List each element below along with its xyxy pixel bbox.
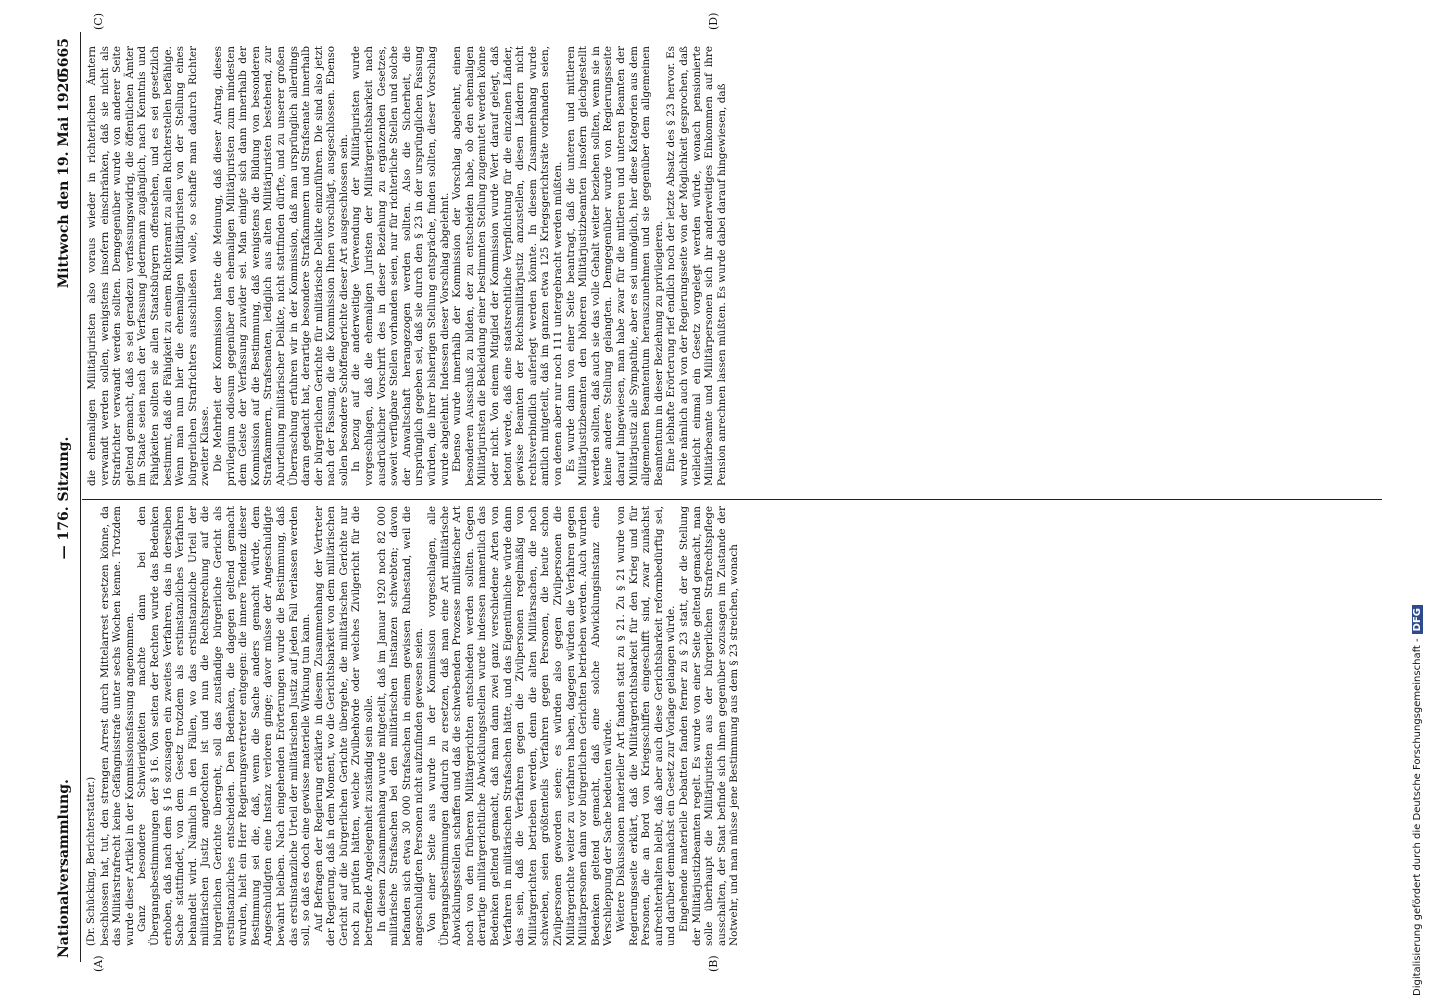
- paragraph: Es wurde dann von einer Seite beantragt, daß die unteren und mittleren Militärjustizbeamten den höheren Militärjustizbeamten insofern gleichgestellt werden sollten, daß auch sie das volle Gehalt weiter beziehen sollten, wenn sie in keine andere Stellung gelangten. Demgegenüber wurde von Regierungsseite darauf hingewiesen, man habe zwar für die mittleren und unteren Beamten der Militärjustiz alle Sympathie, aber es sei unmöglich, hier diese Kategorien aus dem allgemeinen Beamtentum herauszunehmen und sie gegenüber dem allgemeinen Beamtentum in dieser Beziehung zu privilegieren.: [564, 46, 665, 486]
- paragraph: Ganz besondere Schwierigkeiten machte dann bei den Übergangsbestimmungen der § 16. Von seiten der Rechten wurde das Bedenken erhoben, daß nach dem § 16 sozusagen ein zweites Verfahren, das in derselben Sache stattfindet, von dem Gesetz trotzdem als erstinstanzliches Verfahren behandelt wird. Nämlich in den Fällen, wo das erstinstanzliche Urteil der militärischen Justiz angefochten ist und nun die Rechtsprechung auf die bürgerlichen Gerichte übergeht, soll das zuständige bürgerliche Gericht als erstinstanzliches entscheiden. Den Bedenken, die dagegen geltend gemacht wurden, hielt ein Herr Regierungsvertreter entgegen: die innere Tendenz dieser Bestimmung sei die, daß, wenn die Sache anders gemacht würde, dem Angeschuldigten eine Instanz verloren ginge; davor müsse der Angeschuldigte bewahrt bleiben. Nach eingehenden Erörterungen wurde die Bestimmung, daß das erstinstanzliche Urteil der militärischen Justiz auf jeden Fall verlassen werden soll, so daß es doch eine gewisse materielle Wirkung tun kann.: [136, 506, 313, 946]
- left-column: [86, 506, 1376, 946]
- paragraph: die ehemaligen Militärjuristen also voraus wieder in richterlichen Ämtern verwandt werden sollen, wenigstens insofern einschränken, daß sie nicht als Strafrichter verwandt werden sollten. Demgegenüber wurde von anderer Seite geltend gemacht, daß es sei geradezu verfassungswidrig, die öffentlichen Ämter im Staate seien nach der Verfassung jedermann zugänglich, nach Kenntnis und Fähigkeiten sollten sie allen Staatsbürgern offenstehen, und es sei gesetzlich bestimmt, daß die Fähigkeit zu einem Richteramt zu allen Richterstellen befähige. Wenn man nun hier die ehemaligen Militärjuristen von der Stellung eines bürgerlichen Strafrichters ausschließen wolle, so schaffe man dadurch Richter zweiter Klasse.: [86, 46, 212, 486]
- running-header: [56, 38, 80, 958]
- margin-mark-d: (D): [707, 12, 720, 30]
- paragraph: In diesem Zusammenhang wurde mitgeteilt, daß im Januar 1920 noch 82 000 militärische Strafsachen bei den militärischen Instanzen schwebten; davon befanden sich etwa 30 000 Strafsachen in einem gewissen Ruhestand, weil die angeschuldigten Personen nicht aufzufinden gewesen seien.: [375, 506, 426, 946]
- paragraph: Eine lebhafte Erörterung rief endlich noch der letzte Absatz des § 23 hervor. Es wurde nämlich auch von der Regierungsseite von der Möglichkeit gesprochen, daß vielleicht einmal ein Gesetz vorgelegt werden würde, wonach pensionierte Militärbeamte und Militärpersonen sich ihr anderweitiges Einkommen auf ihre Pension anrechnen lassen müßten. Es wurde dabei darauf hingewiesen, daß: [665, 46, 728, 486]
- paragraph: Von einer Seite aus wurde in der Kommission vorgeschlagen, alle Übergangsbestimmungen dadurch zu ersetzen, daß man eine Art militärische Abwicklungsstellen schaffen und daß die schwebenden Prozesse militärischer Art noch von den früheren Militärgerichten entschieden werden sollten. Gegen derartige militärgerichtliche Abwicklungsstellen wurde indessen namentlich das Bedenken geltend gemacht, daß man dann zwei ganz verschiedene Arten von Verfahren in militärischen Strafsachen hätte, und das Eigentümliche würde dann das sein, daß die Verfahren gegen die Zivilpersonen regelmäßig von Militärgerichten betrieben werden, denn die alten Militärsachen, die noch schweben, seien größtenteils Verfahren gegen Personen, die heute schon Zivilpersonen geworden seien; es würden also gegen Zivilpersonen die Militärgerichte weiter zu verfahren haben, dagegen würden die Verfahren gegen Militärpersonen dann vor bürgerlichen Gerichten betrieben werden. Auch wurden Bedenken geltend gemacht, daß eine solche Abwicklungsinstanz eine Verschleppung der Sache bedeuten würde.: [426, 506, 615, 946]
- header-left: Nationalversammlung.: [56, 779, 72, 958]
- margin-mark-a: (A): [92, 955, 105, 972]
- column-divider: [82, 499, 1382, 500]
- credit-text: Digitalisierung gefördert durch die Deutsche Forschungsgemeinschaft -: [1412, 638, 1423, 996]
- paragraph: Weitere Diskussionen materieller Art fanden statt zu § 21. Zu § 21 wurde von Regierungsseite erklärt, daß die Militärgerichtsbarkeit für den Krieg und für Personen, die an Bord von Kriegsschiffen eingeschifft sind, zwar zunächst aufrechterhalten bleibt, daß aber auch diese Gerichtsbarkeit reformbedürftig sei, und darüber demnächst ein Gesetz zur Vorlage gelangen würde.: [614, 506, 678, 946]
- digitization-credit: [1412, 6, 1423, 996]
- paragraph: Eingehende materielle Debatten fanden ferner zu § 23 statt, der die Stellung der Militärjustizbeamten regelt. Es wurde von einer Seite geltend gemacht, man solle überhaupt die Militärjuristen aus der bürgerlichen Strafrechtspflege ausschalten, der Staat befinde sich ihnen gegenüber sozusagen im Zustande der Notwehr, und man müsse jene Bestimmung aus dem § 23 streichen, wonach: [677, 506, 741, 946]
- paragraph: (Dr. Schücking, Berichterstatter.): [86, 776, 97, 946]
- paragraph: Ebenso wurde innerhalb der Kommission der Vorschlag abgelehnt, einen besonderen Ausschuß zu bilden, der zu entscheiden habe, ob den ehemaligen Militärjuristen die Bekleidung einer bestimmten Stellung zugemutet werden könne oder nicht. Von einem Mitglied der Kommission wurde Wert darauf gelegt, daß betont werde, daß eine staatsrechtliche Verpflichtung für die einzelnen Länder, gewisse Beamten der Reichsmilitärjustiz anzustellen, diesen Ländern nicht rechtsverbindlich auferlegt werden könnte. In diesem Zusammenhang wurde amtlich mitgeteilt, daß im ganzen etwa 125 Kriegsgerichtsräte vorhanden seien, von denen aber nur noch 111 untergebracht werden müßten.: [451, 46, 564, 486]
- header-rule: [80, 32, 81, 962]
- dfg-logo: DFG: [1412, 605, 1423, 634]
- paragraph: beschlossen hat, tut, den strengen Arrest durch Mittelarrest ersetzen könne, da das Militärstrafrecht keine Gefängnisstrafe unter sechs Wochen kenne. Trotzdem wurde dieser Artikel in der Kommissionsfassung angenommen.: [98, 506, 136, 946]
- paragraph: In bezug auf die anderweitige Verwendung der Militärjuristen wurde vorgeschlagen, daß die ehemaligen Juristen der Militärgerichtsbarkeit nach ausdrücklicher Vorschrift des in dieser Beziehung zu ergänzenden Gesetzes, soweit verfügbare Stellen vorhanden seien, nur für richterliche Stellen und solche der Anwaltschaft herangezogen werden sollten. Also die Sicherheit, die ursprünglich gegeben sei, daß sie durch den § 23 in der ursprünglichen Fassung würden, die ihrer bisherigen Stellung entspräche, finden sollten, dieser Vorschlag wurde abgelehnt. Indessen dieser Vorschlag abgelehnt.: [350, 46, 451, 486]
- paragraph: Auf Befragen der Regierung erklärte in diesem Zusammenhang der Vertreter der Regierung, daß in dem Moment, wo die Gerichtsbarkeit von dem militärischen Gericht auf die bürgerlichen Gerichte übergehe, die militärischen Gerichte nur noch zu prüfen hätten, welche Zivilbehörde oder welches Zivilgericht für die betreffende Angelegenheit zuständig sein solle.: [312, 506, 376, 946]
- header-date: Mittwoch den 19. Mai 1920.: [56, 68, 72, 289]
- margin-mark-c: (C): [92, 13, 105, 30]
- margin-mark-b: (B): [707, 955, 720, 972]
- page-number: 5665: [56, 38, 72, 77]
- paragraph: Die Mehrheit der Kommission hatte die Meinung, daß dieser Antrag, dieses privilegium odiosum gegenüber den ehemaligen Militärjuristen zum mindesten dem Geiste der Verfassung zuwider sei. Man einigte sich dann innerhalb der Kommission auf die Bestimmung, daß wenigstens die Bildung von besonderen Strafkammern, Strafsenaten, lediglich aus alten Militärjuristen bestehend, zur Aburteilung militärischer Delikte, nicht stattfinden dürfte, und zu unserer großen Überraschung erfuhren wir in der Kommission, daß man ursprünglich allerdings daran gedacht hat, derartige besondere Strafkammern und Strafsenate innerhalb der bürgerlichen Gerichte für militärische Delikte einzuführen. Die sind also jetzt nach der Fassung, die die Kommission Ihnen vorschlägt, ausgeschlossen. Ebenso sollen besondere Schöffengerichte dieser Art ausgeschlossen sein.: [211, 46, 350, 486]
- header-center: — 176. Sitzung.: [56, 436, 72, 560]
- right-column: [86, 46, 1376, 486]
- rotated-document-page: [52, 12, 1392, 972]
